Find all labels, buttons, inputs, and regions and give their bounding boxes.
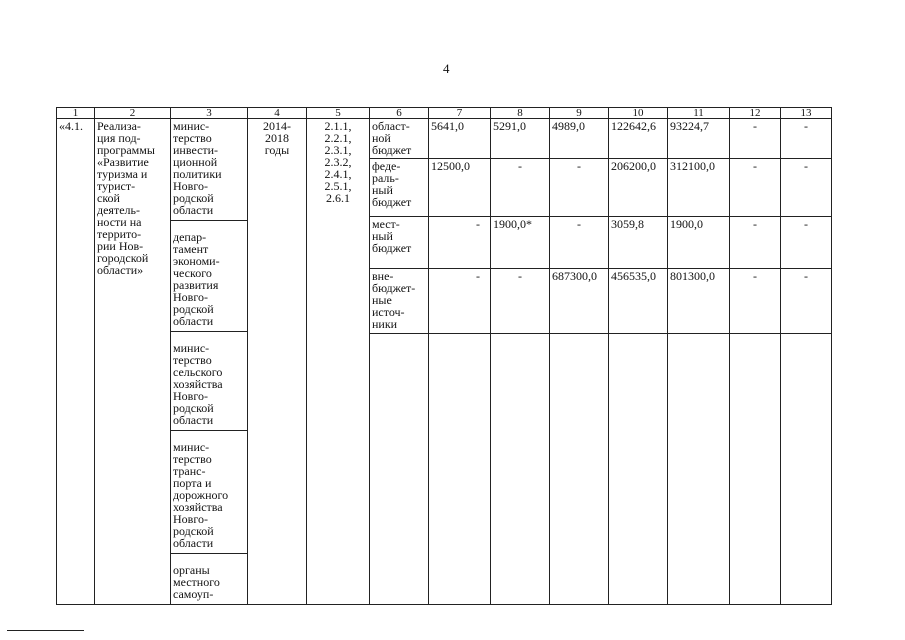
col-header: 2 [95, 108, 171, 119]
col-header: 8 [491, 108, 550, 119]
value-cell: 456535,0 [609, 269, 668, 334]
value-cell: 687300,0 [550, 269, 609, 334]
value-cell: - [730, 269, 781, 334]
col-header: 7 [429, 108, 491, 119]
value-cell: 4989,0 [550, 119, 609, 159]
value-cell: 5641,0 [429, 119, 491, 159]
empty-cell [491, 334, 550, 605]
header-row [57, 108, 832, 119]
value-cell: - [730, 119, 781, 159]
value-cell: 122642,6 [609, 119, 668, 159]
empty-cell [370, 334, 429, 605]
empty-cell [609, 334, 668, 605]
value-cell: - [781, 217, 832, 269]
empty-cell [668, 334, 730, 605]
empty-cell [550, 334, 609, 605]
funding-source: мест- ный бюджет [370, 217, 429, 269]
col-header: 1 [57, 108, 95, 119]
value-cell: 5291,0 [491, 119, 550, 159]
value-cell: 801300,0 [668, 269, 730, 334]
value-cell: - [550, 217, 609, 269]
value-cell: 1900,0 [668, 217, 730, 269]
value-cell: - [781, 269, 832, 334]
value-cell: - [730, 159, 781, 217]
funding-source: област- ной бюджет [370, 119, 429, 159]
value-cell: 12500,0 [429, 159, 491, 217]
col-header: 12 [730, 108, 781, 119]
empty-cell [781, 334, 832, 605]
col-header: 10 [609, 108, 668, 119]
value-cell: - [429, 217, 491, 269]
value-cell: - [491, 159, 550, 217]
empty-cell [429, 334, 491, 605]
value-cell: - [491, 269, 550, 334]
program-table [56, 107, 832, 605]
col-header: 3 [171, 108, 248, 119]
value-cell: 3059,8 [609, 217, 668, 269]
years: 2014- 2018 годы [248, 119, 307, 605]
funding-source: вне- бюджет- ные источ- ники [370, 269, 429, 334]
target-indicators: 2.1.1, 2.2.1, 2.3.1, 2.3.2, 2.4.1, 2.5.1, 2.6.1 [307, 119, 370, 605]
col-header: 11 [668, 108, 730, 119]
value-cell: - [550, 159, 609, 217]
item-number: «4.1. [57, 119, 95, 605]
executor: органы местного самоуп- [173, 563, 220, 601]
value-cell: - [781, 119, 832, 159]
value-cell: 93224,7 [668, 119, 730, 159]
col-header: 9 [550, 108, 609, 119]
item-name: Реализа- ция под- программы «Развитие туризма и турист- ской деятель- ности на террито- рии Нов- городской области» [95, 119, 171, 605]
col-header: 13 [781, 108, 832, 119]
empty-cell [730, 334, 781, 605]
executor: минис- терство транс- порта и дорожного хозяйства Новго- родской области [171, 440, 247, 554]
funding-source: феде- раль- ный бюджет [370, 159, 429, 217]
page-number: 4 [443, 61, 450, 76]
value-cell: - [429, 269, 491, 334]
value-cell: 1900,0* [491, 217, 550, 269]
footnote-separator [7, 630, 84, 631]
executors-cell [171, 119, 248, 605]
value-cell: 312100,0 [668, 159, 730, 217]
col-header: 4 [248, 108, 307, 119]
executor: депар- тамент экономи- ческого развития Новго- родской области [171, 230, 247, 332]
value-cell: - [781, 159, 832, 217]
value-cell: - [730, 217, 781, 269]
col-header: 5 [307, 108, 370, 119]
table-row [57, 119, 832, 159]
executor: минис- терство инвести- ционной политики Новго- родской области [171, 119, 247, 221]
executor: минис- терство сельского хозяйства Новго- родской области [171, 341, 247, 431]
col-header: 6 [370, 108, 429, 119]
value-cell: 206200,0 [609, 159, 668, 217]
